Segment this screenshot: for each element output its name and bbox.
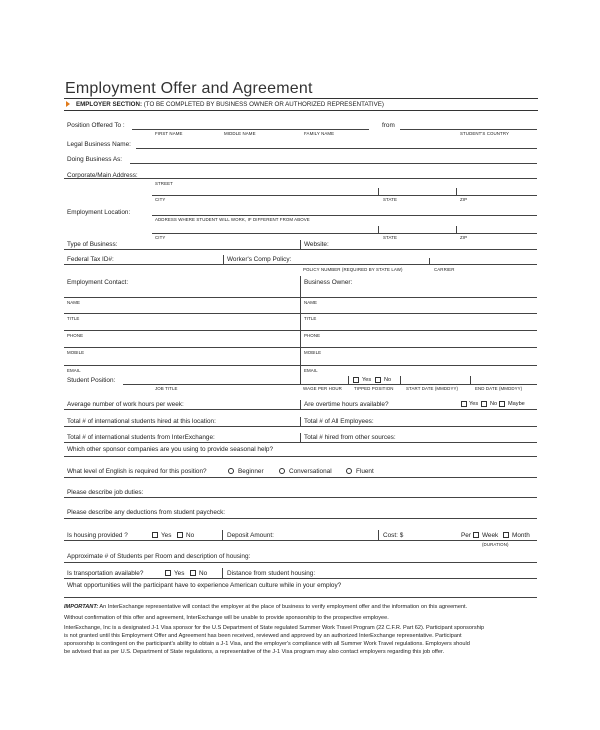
paragraph-line-3: sponsorship is contingent on the participant's ability to obtain a J-1 Visa, and the employer's compliance with all Summer Work Travel regulations. Employers should: [64, 641, 470, 647]
divider: [300, 417, 301, 426]
overtime-yes-checkbox[interactable]: [461, 401, 467, 407]
english-fluent-label: Fluent: [356, 468, 374, 475]
corporate-street-field[interactable]: [152, 195, 537, 196]
divider: [470, 376, 471, 384]
carrier-caption: CARRIER: [434, 267, 455, 272]
student-position-field[interactable]: [123, 384, 537, 385]
mobile-caption: MOBILE: [304, 350, 322, 355]
overtime-no-label: No: [490, 401, 498, 407]
avg-hours-field[interactable]: [64, 409, 537, 410]
english-conversational-label: Conversational: [289, 468, 332, 475]
wage-caption: WAGE PER HOUR: [303, 386, 342, 391]
contact-email-field[interactable]: [64, 365, 537, 366]
section-label: EMPLOYER SECTION:: [76, 101, 143, 108]
divider: [400, 376, 401, 384]
divider: [300, 433, 301, 442]
policy-caption: POLICY NUMBER (REQUIRED BY STATE LAW): [303, 267, 403, 272]
per-month-label: Month: [512, 532, 530, 539]
page-title: Employment Offer and Agreement: [65, 80, 313, 97]
housing-no-label: No: [186, 532, 195, 539]
phone-caption: PHONE: [304, 333, 321, 338]
legal-business-label: Legal Business Name:: [67, 141, 131, 148]
corporate-address-rule: [64, 178, 537, 179]
english-beginner-radio[interactable]: [228, 468, 234, 474]
housing-label: Is housing provided ?: [67, 532, 128, 539]
overtime-maybe-label: Maybe: [508, 401, 525, 407]
mobile-caption: MOBILE: [67, 350, 85, 355]
end-date-caption: END DATE (MMDDYY): [475, 386, 523, 391]
section-desc: (TO BE COMPLETED BY BUSINESS OWNER OR AUTHORIZED REPRESENTATIVE): [143, 101, 384, 108]
type-business-field[interactable]: [64, 249, 537, 250]
without-note: Without confirmation of this offer and agreement, InterExchange will be unable to provide sponsorship to the prospective employee.: [64, 615, 389, 621]
important-label: IMPORTANT:: [64, 604, 99, 610]
divider: [348, 376, 349, 384]
total-intl-field[interactable]: [64, 426, 537, 427]
divider: [223, 255, 224, 264]
distance-label: Distance from student housing:: [227, 570, 316, 577]
transport-no-label: No: [199, 570, 208, 577]
transport-no-checkbox[interactable]: [190, 570, 196, 576]
city-caption: CITY: [155, 197, 166, 202]
federal-tax-label: Federal Tax ID#:: [67, 256, 114, 263]
english-conversational-radio[interactable]: [279, 468, 285, 474]
divider: [378, 530, 379, 540]
student-country-field[interactable]: [400, 129, 537, 130]
section-rule: [64, 110, 538, 111]
transport-field[interactable]: [64, 578, 537, 579]
overtime-label: Are overtime hours available?: [304, 401, 389, 408]
per-week-label: Week: [482, 532, 499, 539]
total-intl-label: Total # of international students hired at this location:: [67, 418, 216, 425]
employment-contact-label: Employment Contact:: [67, 279, 129, 286]
housing-no-checkbox[interactable]: [177, 532, 183, 538]
title-caption: TITLE: [67, 316, 80, 321]
english-fluent-radio[interactable]: [346, 468, 352, 474]
contact-mobile-field[interactable]: [64, 347, 537, 348]
duration-caption: (DURATION): [482, 542, 509, 547]
transport-yes-checkbox[interactable]: [165, 570, 171, 576]
column-divider: [300, 276, 301, 378]
overtime-yes-label: Yes: [469, 401, 479, 407]
approx-students-label: Approximate # of Students per Room and description of housing:: [67, 553, 251, 560]
tipped-yes-checkbox[interactable]: [353, 377, 359, 383]
state-caption: STATE: [383, 197, 397, 202]
start-date-caption: START DATE (MMDDYY): [406, 386, 459, 391]
divider: [222, 530, 223, 540]
divider: [222, 568, 223, 578]
name-caption: NAME: [67, 300, 81, 305]
other-sponsor-label: Which other sponsor companies are you using to provide seasonal help?: [67, 446, 274, 453]
student-country-caption: STUDENT'S COUNTRY: [460, 131, 510, 136]
doing-business-label: Doing Business As:: [67, 156, 123, 163]
total-all-label: Total # of All Employees:: [304, 418, 374, 425]
family-name-caption: FAMILY NAME: [304, 131, 335, 136]
total-other-label: Total # hired from other sources:: [304, 434, 396, 441]
divider: [456, 226, 457, 233]
website-label: Website:: [304, 241, 329, 248]
housing-yes-label: Yes: [161, 532, 172, 539]
contact-phone-field[interactable]: [64, 330, 537, 331]
phone-caption: PHONE: [67, 333, 84, 338]
paragraph-line-1: InterExchange, Inc is a designated J-1 Visa sponsor for the U.S Department of State regulated Summer Work Travel Program (22 C.F.R. Part 62). Participant sponsorship: [64, 625, 485, 631]
english-rule: [64, 477, 537, 478]
english-level-label: What level of English is required for this position?: [67, 468, 207, 475]
english-beginner-label: Beginner: [238, 468, 264, 475]
deductions-field[interactable]: [64, 518, 537, 519]
overtime-maybe-checkbox[interactable]: [499, 401, 505, 407]
opportunities-label: What opportunities will the participant have to experience American culture while in your employ?: [67, 582, 342, 589]
job-title-caption: JOB TITLE: [155, 386, 178, 391]
type-business-label: Type of Business:: [67, 241, 118, 248]
cost-label: Cost: $: [383, 532, 404, 539]
job-duties-label: Please describe job duties:: [67, 489, 144, 496]
per-week-checkbox[interactable]: [473, 532, 479, 538]
first-name-caption: FIRST NAME: [155, 131, 183, 136]
federal-tax-field[interactable]: [64, 264, 537, 265]
tipped-yes-label: Yes: [362, 377, 372, 383]
important-text: An InterExchange representative will contact the employer at the place of business to verify employment offer and the information on this agreement.: [98, 604, 468, 610]
tipped-caption: TIPPED POSITION: [354, 386, 394, 391]
zip-caption: ZIP: [460, 235, 468, 240]
paragraph-line-4: be advised that as per U.S. Department of State regulations, a representative of the J-1 Visa program may also contact employers regarding this job offer.: [64, 649, 445, 655]
important-note: [64, 604, 467, 610]
city-caption: CITY: [155, 235, 166, 240]
employment-city-field[interactable]: [152, 233, 537, 234]
overtime-no-checkbox[interactable]: [481, 401, 487, 407]
divider: [429, 258, 430, 264]
employment-location-field[interactable]: [152, 215, 537, 216]
from-label: from: [382, 122, 395, 129]
per-month-checkbox[interactable]: [503, 532, 509, 538]
street-caption: STREET: [155, 181, 173, 186]
per-label: Per: [461, 532, 471, 539]
tipped-no-label: No: [384, 377, 392, 383]
business-owner-label: Business Owner:: [304, 279, 353, 286]
divider: [300, 400, 301, 409]
name-caption: NAME: [304, 300, 318, 305]
total-interexchange-label: Total # of international students from InterExchange:: [67, 434, 215, 441]
total-interexchange-field[interactable]: [64, 442, 537, 443]
housing-yes-checkbox[interactable]: [152, 532, 158, 538]
employment-location-label: Employment Location:: [67, 209, 131, 216]
divider: [300, 376, 301, 384]
position-offered-name-field[interactable]: [132, 129, 369, 130]
position-offered-label: Position Offered To :: [67, 122, 125, 129]
zip-caption: ZIP: [460, 197, 468, 202]
legal-business-field[interactable]: [136, 148, 537, 149]
divider: [378, 188, 379, 195]
transport-label: Is transportation available?: [67, 570, 144, 577]
deposit-label: Deposit Amount:: [227, 532, 274, 539]
student-position-label: Student Position:: [67, 377, 116, 384]
divider: [300, 240, 301, 249]
email-caption: EMAIL: [304, 368, 318, 373]
avg-hours-label: Average number of work hours per week:: [67, 401, 184, 408]
doing-business-field[interactable]: [130, 163, 537, 164]
title-caption: TITLE: [304, 316, 317, 321]
housing-field[interactable]: [64, 540, 537, 541]
tipped-no-checkbox[interactable]: [375, 377, 381, 383]
title-rule: [64, 98, 538, 99]
transport-yes-label: Yes: [174, 570, 185, 577]
approx-students-field[interactable]: [64, 562, 537, 563]
state-caption: STATE: [383, 235, 397, 240]
contact-name-field[interactable]: [64, 297, 537, 298]
email-caption: EMAIL: [67, 368, 81, 373]
corporate-address-label: Corporate/Main Address:: [67, 172, 138, 179]
other-sponsor-field[interactable]: [64, 456, 537, 457]
divider: [456, 188, 457, 195]
deductions-label: Please describe any deductions from student paycheck:: [67, 509, 226, 516]
divider: [378, 226, 379, 233]
section-header: [76, 101, 384, 108]
work-address-caption: ADDRESS WHERE STUDENT WILL WORK, IF DIFFERENT FROM ABOVE: [155, 217, 310, 222]
paragraph-line-2: is not granted until this Employment Offer and Agreement has been received, reviewed and approved by an authorized InterExchange representative. Participant: [64, 633, 462, 639]
section-arrow-icon: [66, 101, 70, 107]
job-duties-field[interactable]: [64, 497, 537, 498]
middle-name-caption: MIDDLE NAME: [224, 131, 256, 136]
contact-title-field[interactable]: [64, 313, 537, 314]
workers-comp-label: Worker's Comp Policy:: [227, 256, 292, 263]
opportunities-field[interactable]: [64, 597, 537, 598]
